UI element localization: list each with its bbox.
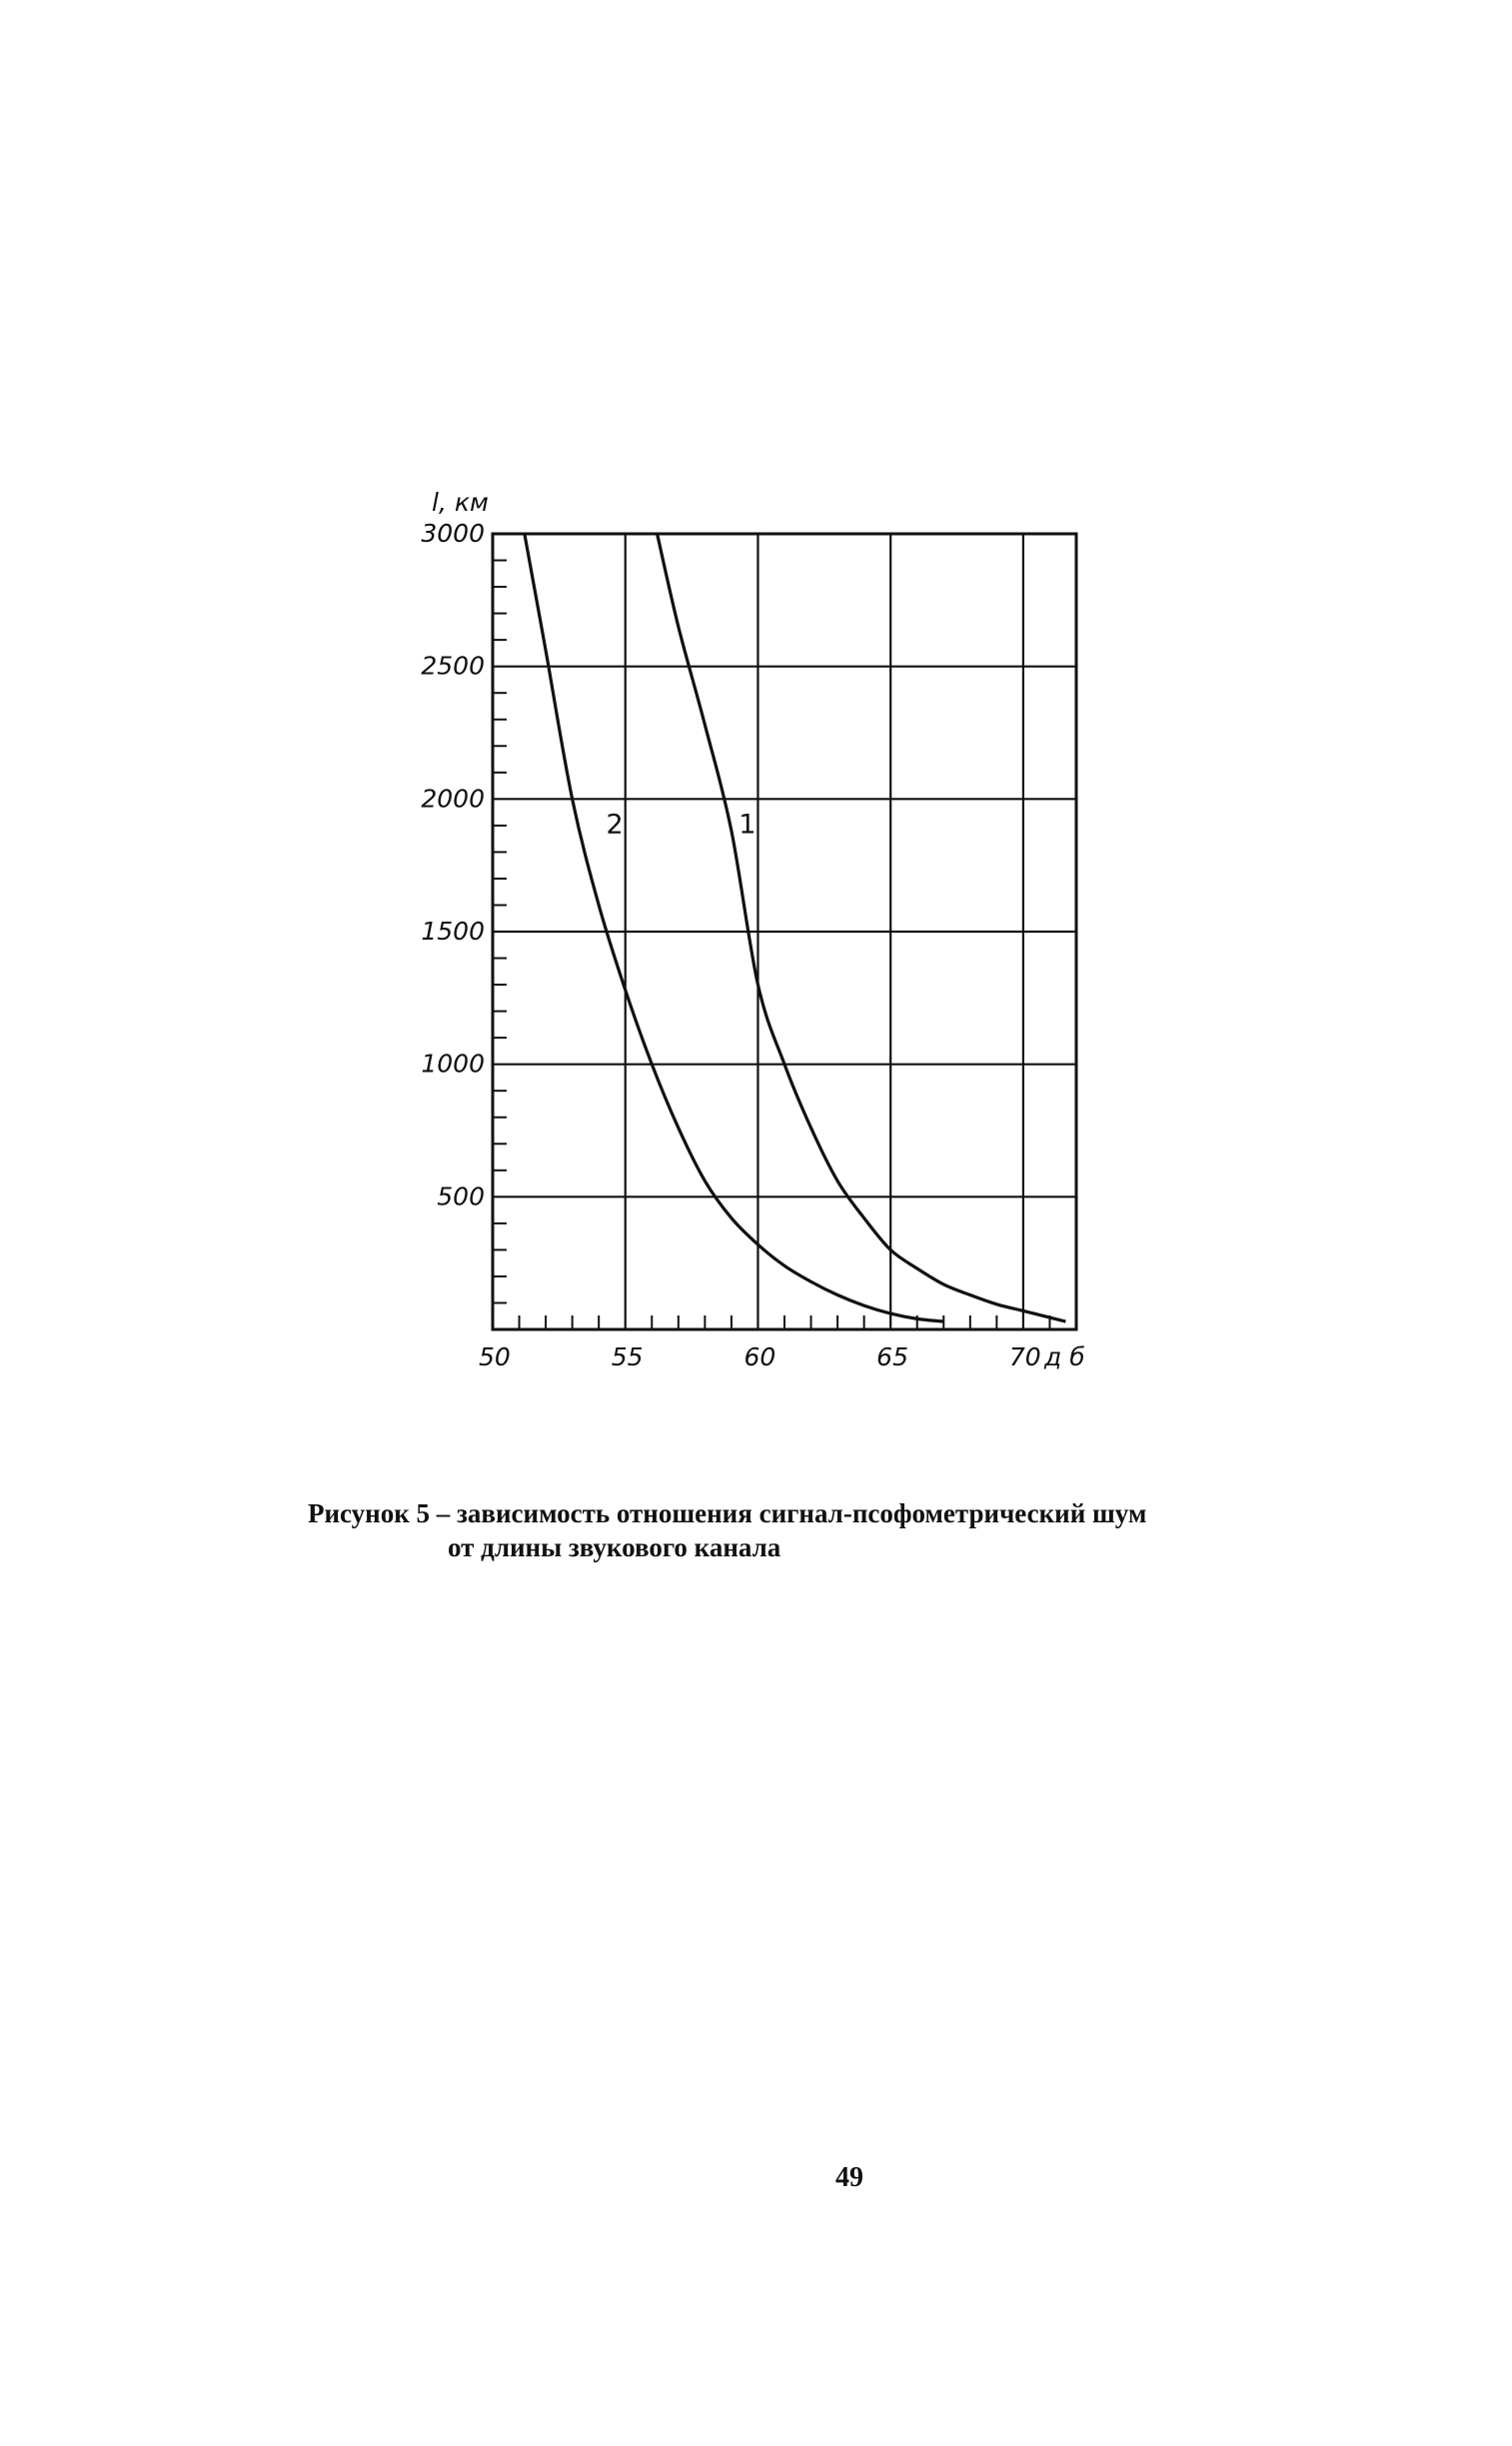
y-tick-label: 2000 — [421, 784, 485, 814]
x-tick-label: 70 — [1008, 1342, 1041, 1371]
y-tick-label: 2500 — [421, 651, 485, 681]
y-tick-label: 500 — [437, 1182, 485, 1212]
x-tick-label: 50 — [479, 1342, 511, 1371]
page-number: 49 — [835, 2162, 863, 2193]
minor-ticks — [493, 561, 1049, 1329]
series-2-line — [525, 534, 943, 1321]
grid — [493, 534, 1076, 1329]
figure-caption-line-2: от длины звукового канала — [448, 1532, 781, 1562]
x-tick-label: 65 — [876, 1342, 908, 1371]
y-tick-label: 3000 — [421, 519, 485, 548]
series-1-label: 1 — [739, 809, 756, 841]
curves — [525, 534, 1066, 1321]
y-tick-label: 1000 — [421, 1049, 485, 1079]
y-tick-label: 1500 — [421, 917, 485, 946]
y-axis-label: l, км — [432, 488, 489, 517]
series-2-label: 2 — [606, 809, 624, 841]
x-tick-label: 55 — [611, 1342, 644, 1371]
figure-caption-line-1: Рисунок 5 – зависимость отношения сигнал-псофометрический шум — [308, 1498, 1147, 1528]
x-tick-label: 60 — [744, 1342, 776, 1371]
x-axis-unit-label: д б — [1044, 1342, 1085, 1371]
